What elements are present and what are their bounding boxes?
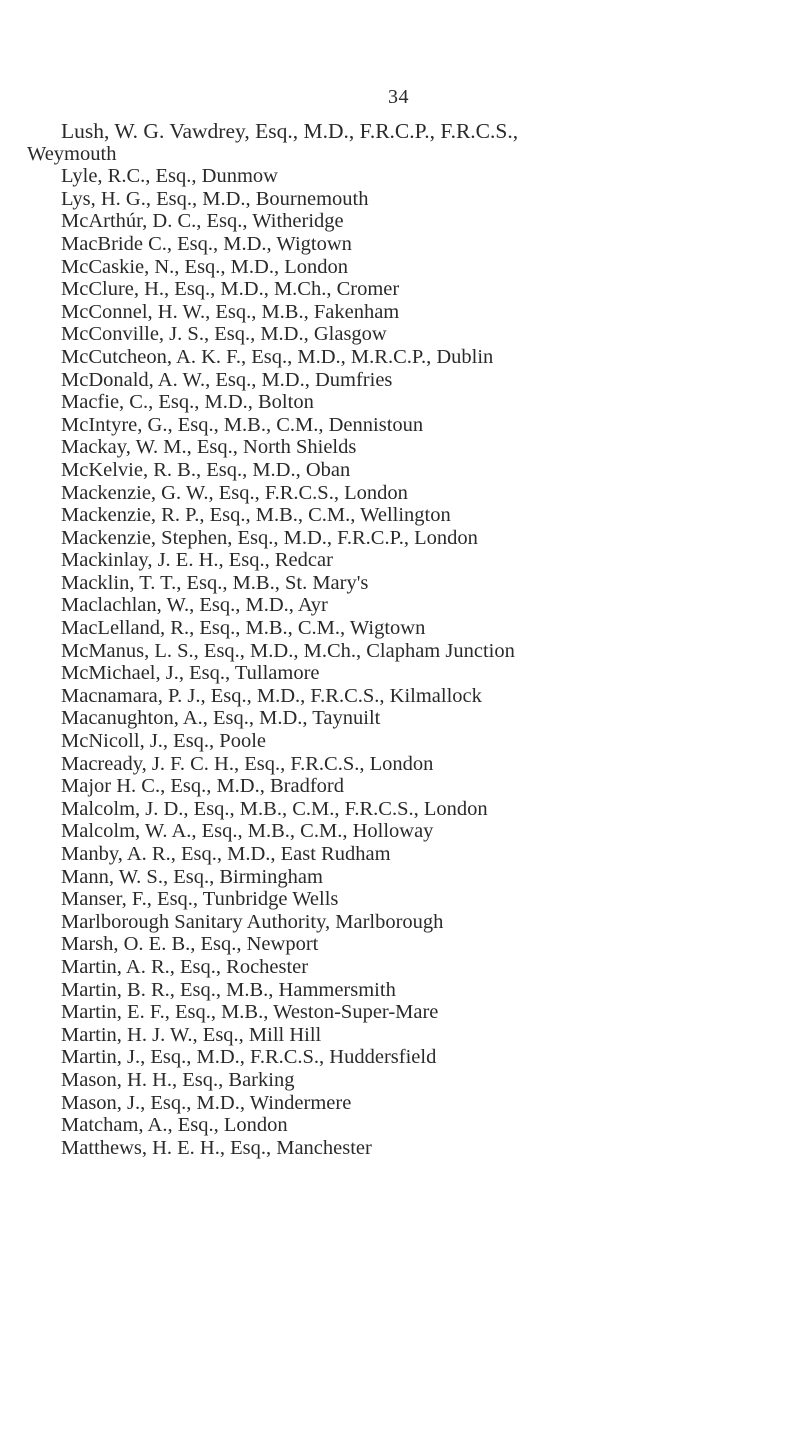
list-entry: Macready, J. F. C. H., Esq., F.R.C.S., London bbox=[61, 752, 434, 775]
list-entry: McManus, L. S., Esq., M.D., M.Ch., Clapham Junction bbox=[61, 639, 515, 662]
list-entry: McNicoll, J., Esq., Poole bbox=[61, 730, 266, 753]
list-entry: Manser, F., Esq., Tunbridge Wells bbox=[61, 888, 339, 911]
list-entry: McIntyre, G., Esq., M.B., C.M., Dennistoun bbox=[61, 413, 424, 436]
list-entry: McArthúr, D. C., Esq., Witheridge bbox=[61, 210, 344, 233]
list-entry: Marlborough Sanitary Authority, Marlborough bbox=[61, 910, 444, 933]
list-entry: Mackinlay, J. E. H., Esq., Redcar bbox=[61, 549, 333, 572]
list-entry: Marsh, O. E. B., Esq., Newport bbox=[61, 933, 319, 956]
list-entry: MacBride C., Esq., M.D., Wigtown bbox=[61, 232, 352, 255]
list-entry: McCaskie, N., Esq., M.D., London bbox=[61, 255, 348, 278]
list-entry: Macanughton, A., Esq., M.D., Taynuilt bbox=[61, 707, 381, 730]
list-entry: McConnel, H. W., Esq., M.B., Fakenham bbox=[61, 300, 400, 323]
page-number: 34 bbox=[388, 86, 409, 108]
list-entry: McClure, H., Esq., M.D., M.Ch., Cromer bbox=[61, 278, 400, 301]
list-entry: Martin, H. J. W., Esq., Mill Hill bbox=[61, 1023, 322, 1046]
list-entry: MacLelland, R., Esq., M.B., C.M., Wigtown bbox=[61, 617, 426, 640]
list-entry: Mann, W. S., Esq., Birmingham bbox=[61, 865, 323, 888]
list-entry: McConville, J. S., Esq., M.D., Glasgow bbox=[61, 323, 387, 346]
list-entry: Martin, B. R., Esq., M.B., Hammersmith bbox=[61, 978, 396, 1001]
list-entry: McMichael, J., Esq., Tullamore bbox=[61, 662, 320, 685]
list-entry: Mackenzie, Stephen, Esq., M.D., F.R.C.P., London bbox=[61, 526, 478, 549]
list-entry: McDonald, A. W., Esq., M.D., Dumfries bbox=[61, 368, 393, 391]
list-entry: Matthews, H. E. H., Esq., Manchester bbox=[61, 1136, 372, 1159]
list-entry: Martin, J., Esq., M.D., F.R.C.S., Huddersfield bbox=[61, 1046, 437, 1069]
list-entry: Maclachlan, W., Esq., M.D., Ayr bbox=[61, 594, 328, 617]
list-entry: Manby, A. R., Esq., M.D., East Rudham bbox=[61, 843, 391, 865]
list-entry: McKelvie, R. B., Esq., M.D., Oban bbox=[61, 458, 351, 481]
list-entry: Matcham, A., Esq., London bbox=[61, 1114, 288, 1137]
list-entry: Mackenzie, R. P., Esq., M.B., C.M., Wellington bbox=[61, 504, 451, 527]
list-entry: Martin, E. F., Esq., M.B., Weston-Super-Mare bbox=[61, 1001, 439, 1024]
list-entry: McCutcheon, A. K. F., Esq., M.D., M.R.C.P., Dublin bbox=[61, 345, 494, 368]
list-entry: Martin, A. R., Esq., Rochester bbox=[61, 955, 309, 978]
list-entry: Mason, J., Esq., M.D., Windermere bbox=[61, 1091, 352, 1114]
list-entry: Macnamara, P. J., Esq., M.D., F.R.C.S., Kilmallock bbox=[61, 684, 482, 707]
list-entry: Mackay, W. M., Esq., North Shields bbox=[61, 436, 357, 459]
list-entry: Mackenzie, G. W., Esq., F.R.C.S., London bbox=[61, 481, 408, 504]
list-entry-continuation: Weymouth bbox=[27, 142, 117, 165]
subscriber-list bbox=[0, 120, 800, 1159]
list-entry: Major H. C., Esq., M.D., Bradford bbox=[61, 775, 344, 798]
list-entry: Mason, H. H., Esq., Barking bbox=[61, 1068, 295, 1091]
list-entry: Macfie, C., Esq., M.D., Bolton bbox=[61, 391, 314, 414]
list-entry: Lush, W. G. Vawdrey, Esq., M.D., F.R.C.P., F.R.C.S., bbox=[61, 119, 519, 143]
list-entry: Malcolm, J. D., Esq., M.B., C.M., F.R.C.S., London bbox=[61, 797, 488, 820]
list-entry: Lyle, R.C., Esq., Dunmow bbox=[61, 165, 278, 188]
list-entry: Lys, H. G., Esq., M.D., Bournemouth bbox=[61, 187, 369, 210]
list-entry: Malcolm, W. A., Esq., M.B., C.M., Holloway bbox=[61, 820, 434, 843]
list-entry: Macklin, T. T., Esq., M.B., St. Mary's bbox=[61, 571, 369, 594]
